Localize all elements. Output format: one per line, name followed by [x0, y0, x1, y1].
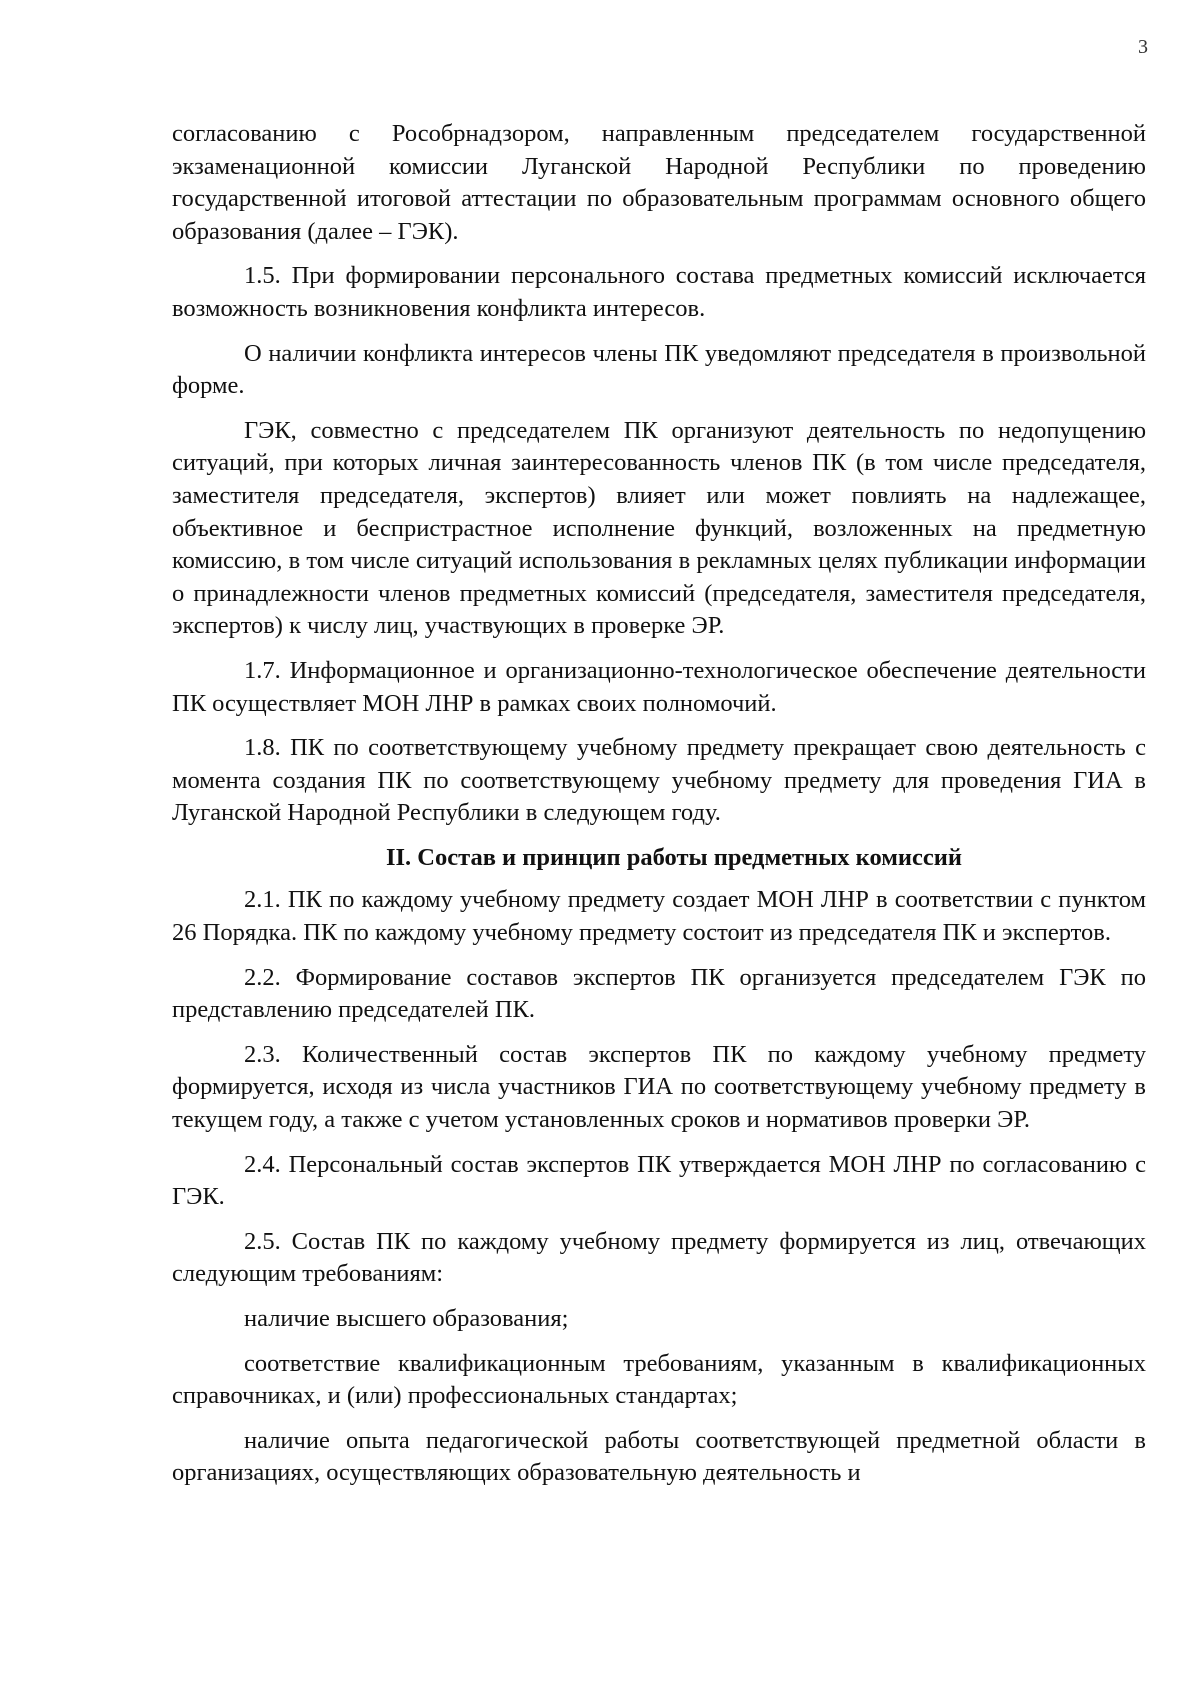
section-heading: II. Состав и принцип работы предметных комиссий [385, 843, 963, 871]
paragraph-1-5: 1.5. При формировании персонального состава предметных комиссий исключается возможность возникновения конфликта интересов. [172, 262, 1146, 322]
paragraph-2-2: 2.2. Формирование составов экспертов ПК организуется председателем ГЭК по представлению председателей ПК. [172, 963, 1146, 1024]
requirement-qualification: соответствие квалификационным требованиям, указанным в квалификационных справочниках, и (или) профессиональных стандартах; [172, 1349, 1146, 1410]
requirement-higher-education: наличие высшего образования; [244, 1305, 569, 1332]
paragraph-2-5: 2.5. Состав ПК по каждому учебному предмету формируется из лиц, отвечающих следующим требованиям: [172, 1227, 1146, 1288]
requirement-experience: наличие опыта педагогической работы соответствующей предметной области в организациях, осуществляющих образовательную деятельность и [172, 1426, 1146, 1487]
paragraph-2-4: 2.4. Персональный состав экспертов ПК утверждается МОН ЛНР по согласованию с ГЭК. [172, 1150, 1146, 1211]
paragraph-conflict-notice: О наличии конфликта интересов члены ПК уведомляют председателя в произвольной форме. [172, 339, 1146, 400]
document-body [172, 118, 1146, 1502]
page-number: 3 [1138, 36, 1148, 58]
paragraph-2-3: 2.3. Количественный состав экспертов ПК по каждому учебному предмету формируется, исходя из числа участников ГИА по соответствующему учебному предмету в текущем году, а также с учетом установленных сроков и нормативов проверки ЭР. [172, 1040, 1146, 1134]
paragraph-continuation: согласованию с Рособрнадзором, направленным председателем государственной экзаменационной комиссии Луганской Народной Республики по проведению государственной итоговой аттестации по образовательным программам основного общего образования (далее – ГЭК). [172, 120, 1146, 245]
paragraph-2-1: 2.1. ПК по каждому учебному предмету создает МОН ЛНР в соответствии с пунктом 26 Порядка. ПК по каждому учебному предмету состоит из председателя ПК и экспертов. [172, 886, 1146, 947]
paragraph-1-8: 1.8. ПК по соответствующему учебному предмету прекращает свою деятельность с момента создания ПК по соответствующему учебному предмету для проведения ГИА в Луганской Народной Республики в следующем году. [172, 734, 1146, 827]
paragraph-1-7: 1.7. Информационное и организационно-технологическое обеспечение деятельности ПК осуществляет МОН ЛНР в рамках своих полномочий. [172, 656, 1146, 717]
paragraph-gek-prevention: ГЭК, совместно с председателем ПК организуют деятельность по недопущению ситуаций, при которых личная заинтересованность членов ПК (в том числе председателя, заместителя председателя, экспертов) влияет или может повлиять на надлежащее, объективное и беспристрастное исполнение функций, возложенных на предметную комиссию, в том числе ситуаций использования в рекламных целях публикации информации о принадлежности членов предметных комиссий (председателя, заместителя председателя, экспертов) к числу лиц, участвующих в проверке ЭР. [172, 416, 1146, 640]
